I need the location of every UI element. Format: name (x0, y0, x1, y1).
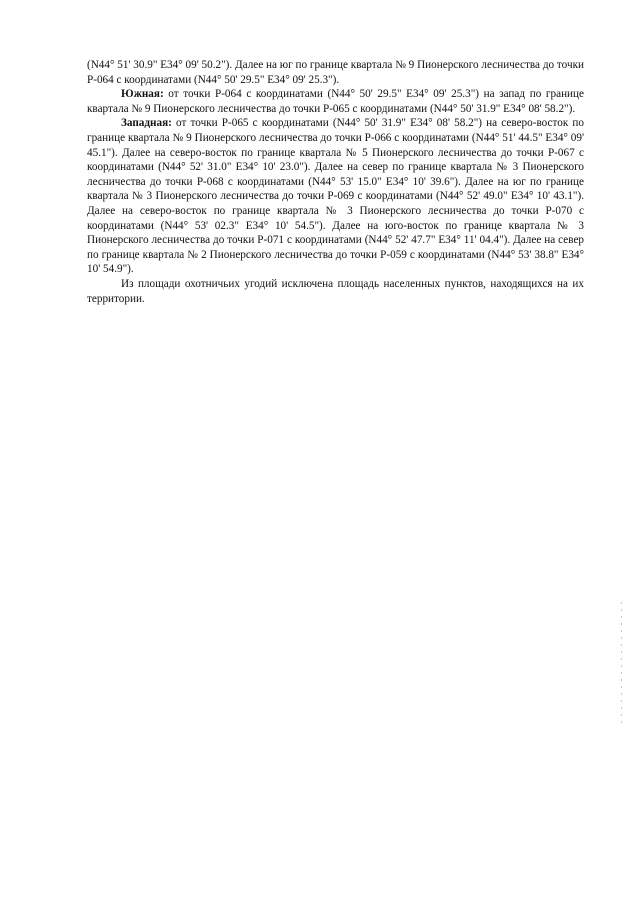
scan-mark (621, 693, 622, 695)
paragraph-western-boundary (87, 116, 584, 277)
scan-mark (621, 651, 622, 653)
paragraph-text: Из площади охотничьих угодий исключена площадь населенных пунктов, находящихся на их территории. (87, 277, 584, 305)
scan-mark (621, 714, 622, 716)
scan-mark (621, 700, 622, 702)
paragraph-label-southern: Южная: (121, 88, 164, 101)
scan-margin-marks (620, 602, 623, 732)
scan-mark (621, 721, 622, 723)
document-body (87, 58, 584, 306)
scan-mark (621, 637, 622, 639)
paragraph-exclusion-note (87, 277, 584, 306)
scan-mark (621, 679, 622, 681)
scan-mark (621, 609, 622, 611)
scan-mark (621, 630, 622, 632)
scan-mark (621, 623, 622, 625)
paragraph-text: (N44° 51' 30.9" E34° 09' 50.2"). Далее на юг по границе квартала № 9 Пионерского лесничества до точки Р-064 с координатами (N44° 50' 29.5" E34° 09' 25.3"). (87, 59, 584, 86)
scan-mark (621, 672, 622, 674)
scan-mark (621, 707, 622, 709)
scan-mark (621, 602, 622, 604)
paragraph-boundary-continuation (87, 58, 584, 87)
paragraph-text: от точки Р-065 с координатами (N44° 50' 31.9" E34° 08' 58.2") на северо-восток по границе квартала № 9 Пионерского лесничества до точки Р-066 с координатами (N44° 51' 44.5" E34° 09' 45.1"). Далее на северо-восток по границе квартала № 5 Пионерского лесничества до точки Р-067 с координатами (N44° 52' 31.0" E34° 10' 23.0"). Далее на север по границе квартала № 3 Пионерского лесничества до точки Р-068 с координатами (N44° 53' 15.0" E34° 10' 39.6"). Далее на юг по границе квартала № 3 Пионерского лесничества до точки Р-069 с координатами (N44° 52' 49.0" E34° 10' 43.1"). Далее на северо-восток по границе квартала № 3 Пионерского лесничества до точки Р-070 с координатами (N44° 53' 02.3" E34° 10' 54.5"). Далее на юго-восток по границе квартала № 3 Пионерского лесничества до точки Р-071 с координатами (N44° 52' 47.7" E34° 11' 04.4"). Далее на север по границе квартала № 2 Пионерского лесничества до точки Р-059 с координатами (N44° 53' 38.8" E34° 10' 54.9"). (87, 117, 584, 276)
scan-mark (621, 658, 622, 660)
scan-mark (621, 616, 622, 618)
scan-mark (621, 644, 622, 646)
scan-mark (621, 686, 622, 688)
paragraph-text: от точки Р-064 с координатами (N44° 50' 29.5" E34° 09' 25.3") на запад по границе квартала № 9 Пионерского лесничества до точки Р-065 с координатами (N44° 50' 31.9" E34° 08' 58.2"). (87, 88, 584, 115)
paragraph-label-western: Западная: (121, 117, 172, 130)
scan-mark (621, 665, 622, 667)
paragraph-southern-boundary (87, 87, 584, 116)
